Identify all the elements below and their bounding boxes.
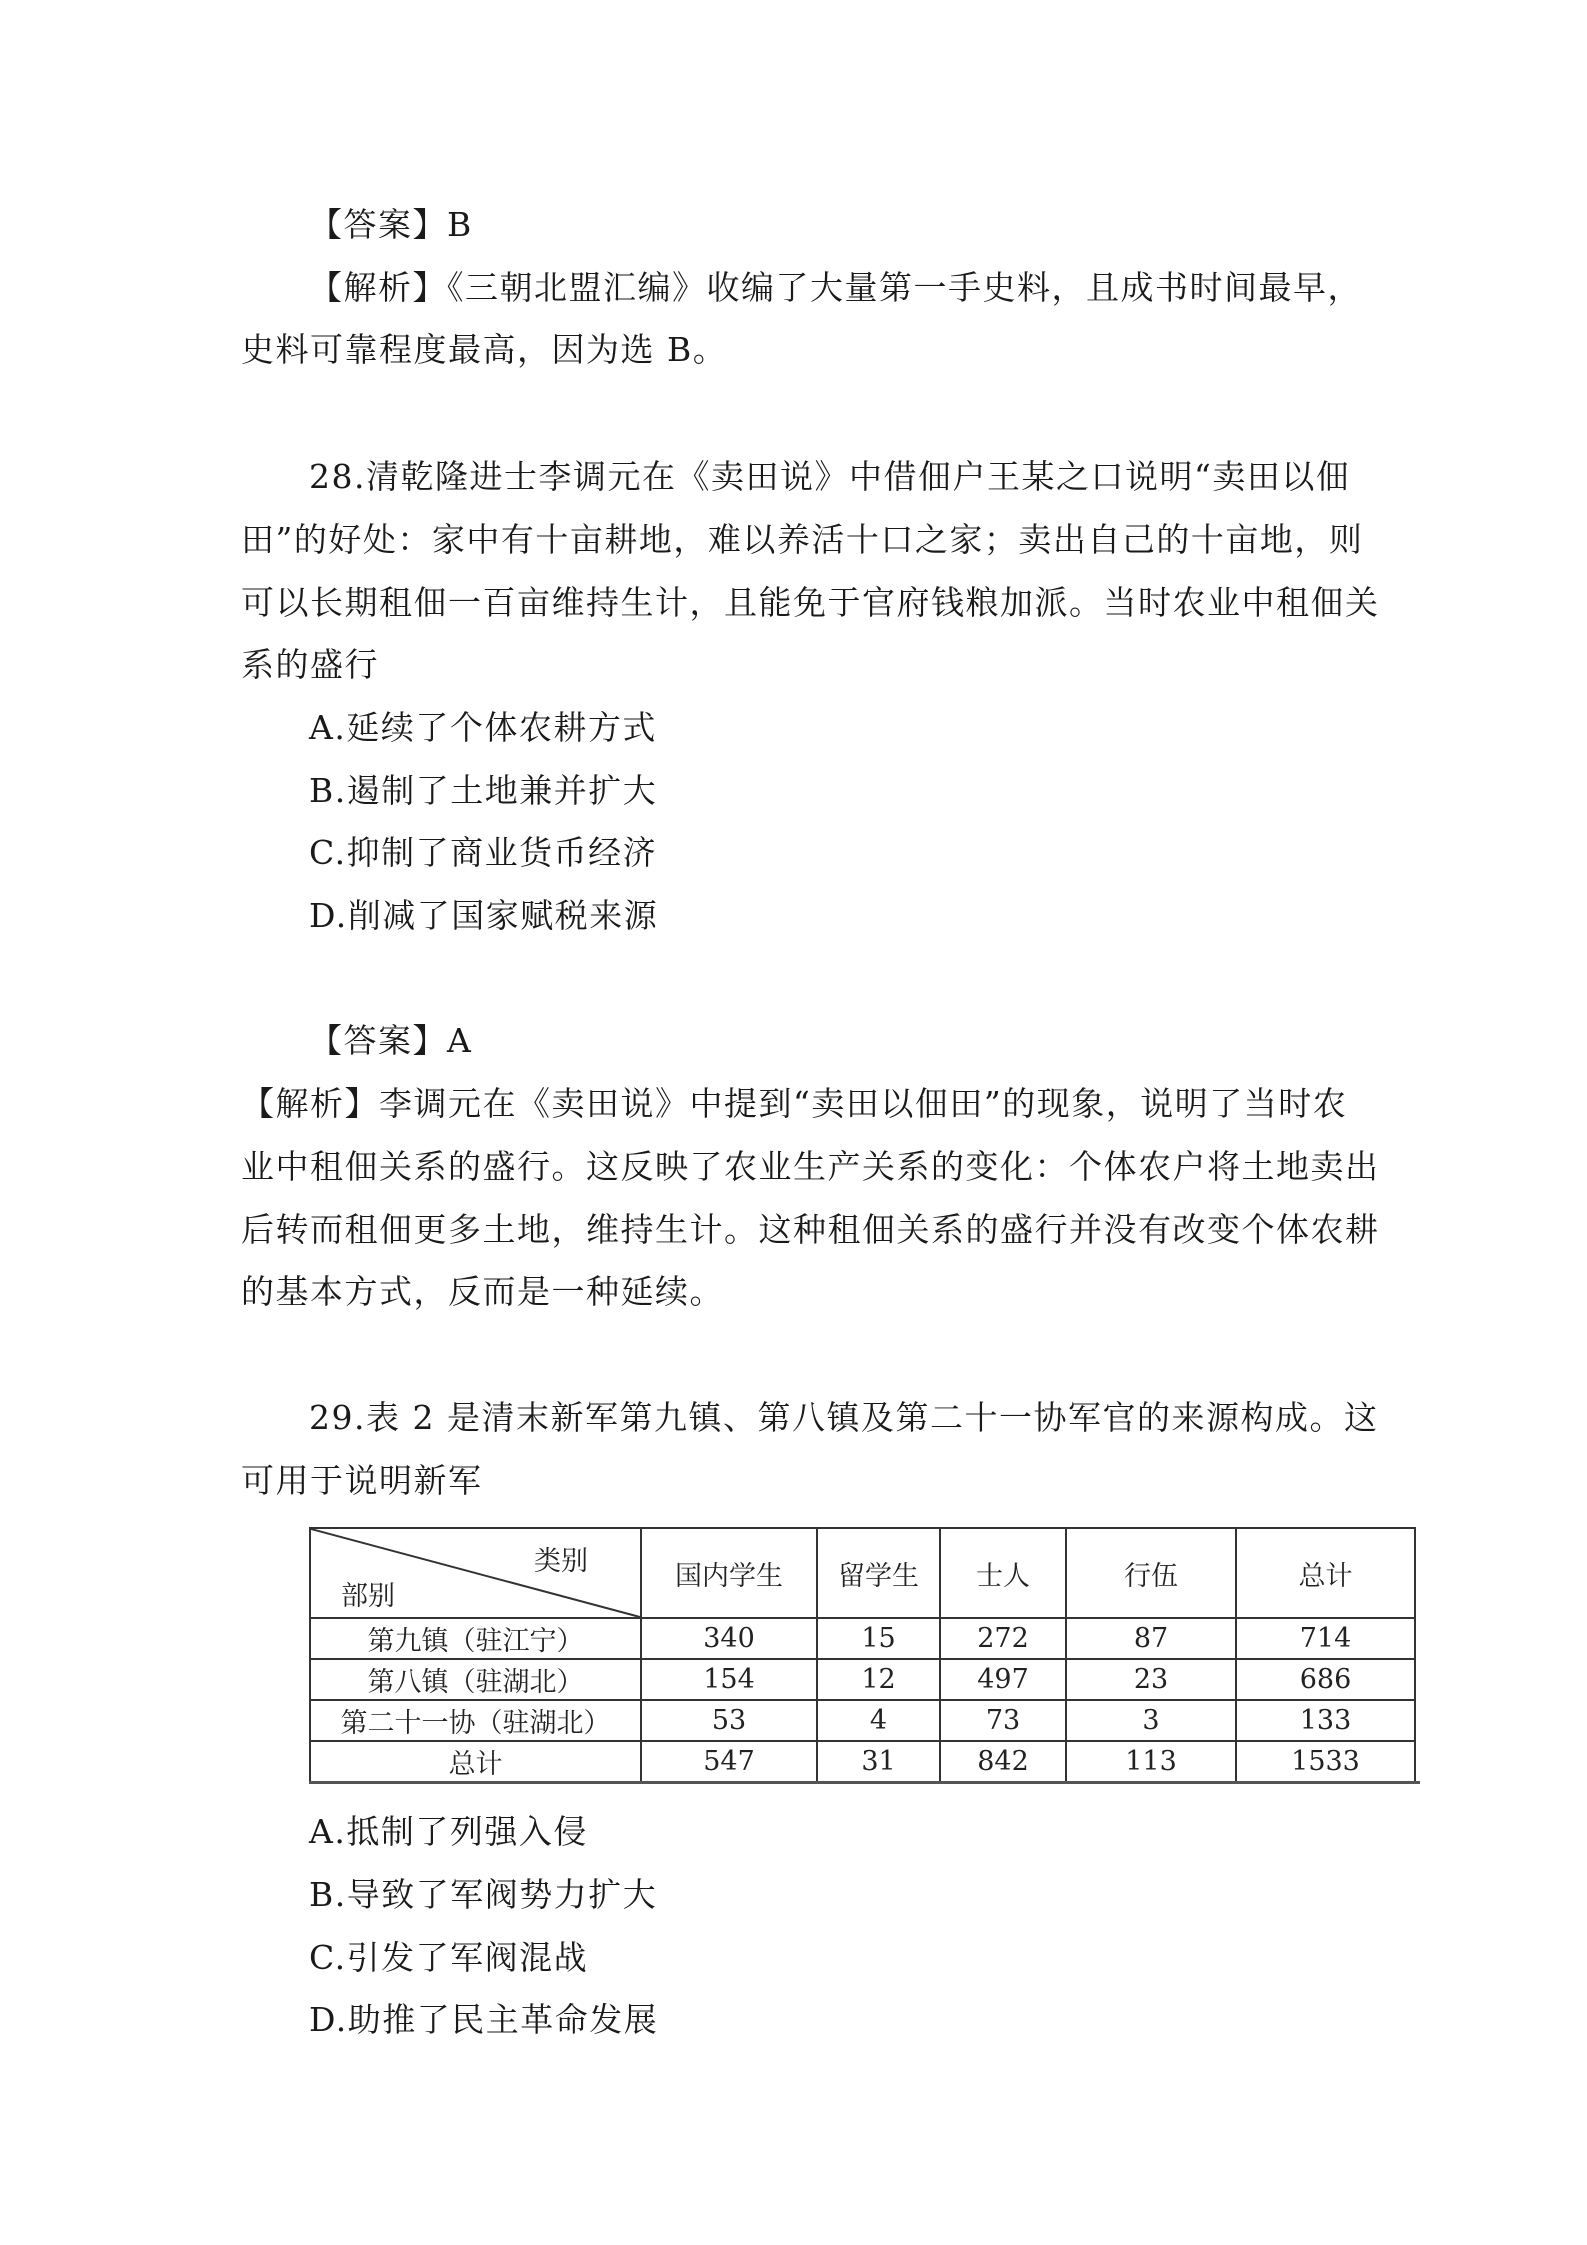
- q29-option-b: B.导致了军阀势力扩大: [309, 1875, 658, 1914]
- table-cell: 73: [940, 1700, 1066, 1741]
- table-cell: 12: [817, 1659, 940, 1700]
- table-cell: 15: [817, 1618, 940, 1659]
- corner-label-unit: 部别: [341, 1581, 395, 1612]
- q29-option-a: A.抵制了列强入侵: [309, 1812, 588, 1851]
- table-bottom-rule: [309, 1781, 1420, 1784]
- officer-source-table: [309, 1527, 1416, 1783]
- table-cell: 154: [641, 1659, 817, 1700]
- table-cell: 4: [817, 1700, 940, 1741]
- q28-analysis-line-2: 业中租佃关系的盛行。这反映了农业生产关系的变化：个体农户将土地卖出: [241, 1147, 1380, 1186]
- table-row: [310, 1700, 1415, 1741]
- header-overseas-students: 留学生: [817, 1528, 940, 1618]
- q28-analysis-line-3: 后转而租佃更多土地，维持生计。这种租佃关系的盛行并没有改变个体农耕: [241, 1210, 1380, 1249]
- q29-stem-line-2: 可用于说明新军: [241, 1461, 483, 1500]
- q28-stem-line-1: 28.清乾隆进士李调元在《卖田说》中借佃户王某之口说明“卖田以佃: [309, 457, 1351, 496]
- header-total: 总计: [1236, 1528, 1415, 1618]
- table-cell: 340: [641, 1618, 817, 1659]
- header-ranks: 行伍: [1066, 1528, 1236, 1618]
- table-cell: 714: [1236, 1618, 1415, 1659]
- table-cell: 1533: [1236, 1741, 1415, 1782]
- q28-option-b: B.遏制了土地兼并扩大: [309, 771, 658, 810]
- table-row-total: [310, 1741, 1415, 1782]
- q28-answer: 【答案】A: [309, 1021, 473, 1060]
- table-cell: 547: [641, 1741, 817, 1782]
- q28-option-d: D.削减了国家赋税来源: [309, 896, 659, 935]
- table-cell: 87: [1066, 1618, 1236, 1659]
- table-cell: 3: [1066, 1700, 1236, 1741]
- table-cell: 53: [641, 1700, 817, 1741]
- q28-option-a: A.延续了个体农耕方式: [309, 708, 657, 747]
- header-scholars: 士人: [940, 1528, 1066, 1618]
- table-row: [310, 1659, 1415, 1700]
- table-cell: 272: [940, 1618, 1066, 1659]
- row-label: 第八镇（驻湖北）: [310, 1659, 641, 1700]
- table-cell: 31: [817, 1741, 940, 1782]
- table-cell: 842: [940, 1741, 1066, 1782]
- q28-stem-line-2: 田”的好处：家中有十亩耕地，难以养活十口之家；卖出自己的十亩地，则: [241, 520, 1364, 559]
- table-cell: 133: [1236, 1700, 1415, 1741]
- header-domestic-students: 国内学生: [641, 1528, 817, 1618]
- q28-stem-line-3: 可以长期租佃一百亩维持生计，且能免于官府钱粮加派。当时农业中租佃关: [241, 583, 1380, 622]
- q27-analysis-line-1: 【解析】《三朝北盟汇编》收编了大量第一手史料，且成书时间最早，: [309, 268, 1362, 307]
- q29-option-c: C.引发了军阀混战: [309, 1938, 589, 1977]
- row-label: 第九镇（驻江宁）: [310, 1618, 641, 1659]
- row-label: 第二十一协（驻湖北）: [310, 1700, 641, 1741]
- row-label: 总计: [310, 1741, 641, 1782]
- q28-stem-line-4: 系的盛行: [241, 645, 379, 684]
- table-corner-cell: [310, 1528, 641, 1618]
- table-cell: 497: [940, 1659, 1066, 1700]
- q28-analysis-line-4: 的基本方式，反而是一种延续。: [241, 1272, 724, 1311]
- table-row: [310, 1618, 1415, 1659]
- table-header-row: [310, 1528, 1415, 1618]
- table-cell: 113: [1066, 1741, 1236, 1782]
- corner-label-category: 类别: [534, 1546, 588, 1577]
- q29-stem-line-1: 29.表 2 是清末新军第九镇、第八镇及第二十一协军官的来源构成。这: [309, 1398, 1379, 1437]
- table-cell: 23: [1066, 1659, 1236, 1700]
- q28-analysis-line-1: 【解析】李调元在《卖田说》中提到“卖田以佃田”的现象，说明了当时农: [241, 1084, 1348, 1123]
- q28-option-c: C.抑制了商业货币经济: [309, 833, 658, 872]
- table-cell: 686: [1236, 1659, 1415, 1700]
- q27-answer: 【答案】B: [309, 205, 473, 244]
- q27-analysis-line-2: 史料可靠程度最高，因为选 B。: [241, 330, 728, 369]
- q29-option-d: D.助推了民主革命发展: [309, 2000, 659, 2039]
